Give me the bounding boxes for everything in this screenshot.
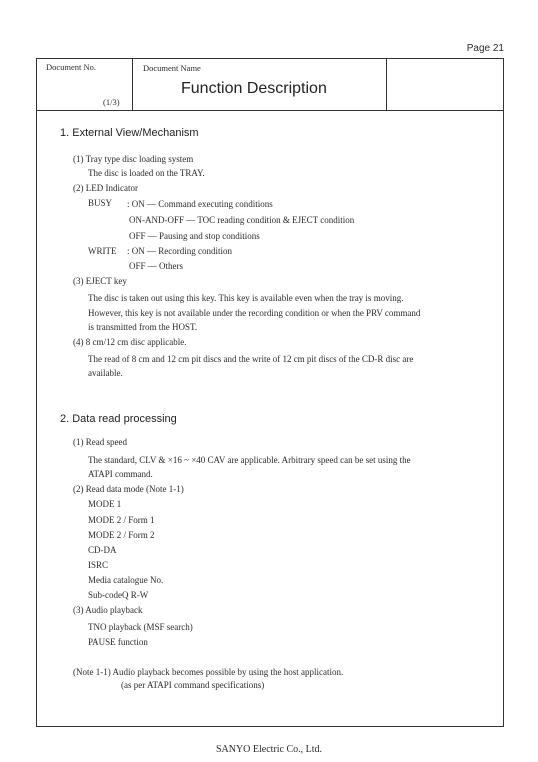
document-name-label: Document Name xyxy=(143,63,201,73)
document-number-cell xyxy=(37,59,133,110)
indicator-label: BUSY xyxy=(88,198,113,208)
mode-item: Sub-codeQ R-W xyxy=(88,590,149,600)
indicator-state: : ON — Recording condition xyxy=(127,246,232,256)
mode-item: MODE 2 / Form 1 xyxy=(88,515,155,525)
mode-item: CD-DA xyxy=(88,545,117,555)
list-item: (2) Read data mode (Note 1-1) xyxy=(73,484,184,494)
body-line: However, this key is not available under the recording condition or when the PRV command xyxy=(88,308,421,318)
indicator-state: ON-AND-OFF — TOC reading condition & EJECT condition xyxy=(129,215,355,225)
section-title: 1. External View/Mechanism xyxy=(60,127,199,139)
body-line: The standard, CLV & ×16 ~ ×40 CAV are applicable. Arbitrary speed can be set using the xyxy=(88,455,411,465)
body-line: PAUSE function xyxy=(88,637,148,647)
body-line: The read of 8 cm and 12 cm pit discs and the write of 12 cm pit discs of the CD-R disc are xyxy=(88,354,414,364)
mode-item: MODE 1 xyxy=(88,499,122,509)
list-item: (1) Read speed xyxy=(73,437,127,447)
body-line: TNO playback (MSF search) xyxy=(88,622,193,632)
document-title: Function Description xyxy=(181,80,327,97)
body-line: The disc is taken out using this key. This key is available even when the tray is moving. xyxy=(88,293,404,303)
mode-item: ISRC xyxy=(88,560,109,570)
indicator-state: OFF — Others xyxy=(129,261,184,271)
document-number-label: Document No. xyxy=(46,62,97,72)
list-item: (3) Audio playback xyxy=(73,605,143,615)
document-number-value: (1/3) xyxy=(103,97,120,107)
header-table xyxy=(37,59,503,111)
section-title: 2. Data read processing xyxy=(60,413,177,425)
document-name-cell xyxy=(133,59,387,110)
note-line: (Note 1-1) Audio playback becomes possible by using the host application. xyxy=(73,667,344,677)
list-item: (1) Tray type disc loading system xyxy=(73,154,194,164)
indicator-label: WRITE xyxy=(88,246,117,256)
list-item: (4) 8 cm/12 cm disc applicable. xyxy=(73,337,187,347)
note-line: (as per ATAPI command specifications) xyxy=(121,680,265,690)
header-blank-cell xyxy=(387,59,503,110)
indicator-state: OFF — Pausing and stop conditions xyxy=(129,231,260,241)
list-item: (2) LED Indicator xyxy=(73,183,138,193)
indicator-state: : ON — Command executing conditions xyxy=(127,199,273,209)
footer-company: SANYO Electric Co., Ltd. xyxy=(215,744,323,755)
body-line: The disc is loaded on the TRAY. xyxy=(88,168,205,178)
body-line: ATAPI command. xyxy=(88,469,153,479)
page-number: Page 21 xyxy=(466,43,504,54)
list-item: (3) EJECT key xyxy=(73,276,127,286)
body-line: available. xyxy=(88,368,123,378)
mode-item: MODE 2 / Form 2 xyxy=(88,530,155,540)
mode-item: Media catalogue No. xyxy=(88,575,164,585)
body-line: is transmitted from the HOST. xyxy=(88,322,198,332)
